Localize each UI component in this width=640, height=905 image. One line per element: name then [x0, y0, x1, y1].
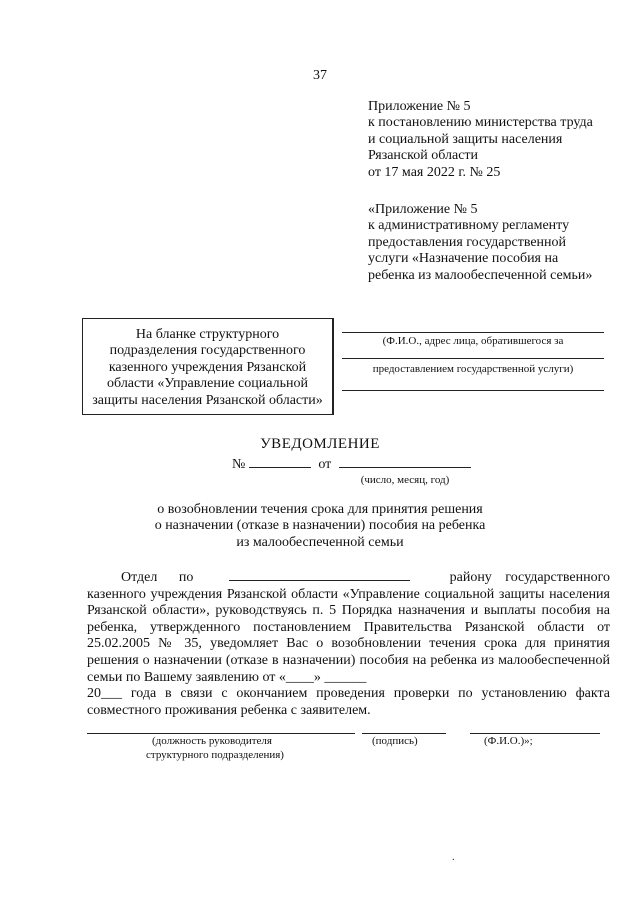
date-field — [339, 455, 471, 468]
letterhead-line: На бланке структурного — [135, 327, 280, 342]
name-label: (Ф.И.О.)»; — [484, 735, 533, 747]
signature-label: (подпись) — [372, 735, 418, 747]
subject-line: о назначении (отказе в назначении) пособия на ребенка — [154, 518, 486, 534]
recipient-box — [342, 318, 604, 415]
recipient-hint: (Ф.И.О., адрес лица, обратившегося за — [382, 335, 564, 347]
body-first-line — [87, 568, 610, 587]
appendix-line: «Приложение № 5 — [368, 202, 478, 217]
number-field — [249, 455, 311, 468]
letterhead-line: казенного учреждения Рязанской — [108, 359, 307, 375]
appendix-line: к административному регламенту — [368, 218, 570, 234]
date-hint: (число, месяц, год) — [360, 474, 450, 486]
appendix-line: Приложение № 5 — [368, 99, 471, 114]
appendix-line: Рязанской области — [368, 148, 479, 164]
body-department-label: Отдел по — [121, 570, 194, 585]
appendix-line: от 17 мая 2022 г. № 25 — [368, 164, 501, 180]
body-line1-end: району государственного — [449, 570, 610, 585]
appendix-line: и социальной защиты населения — [368, 131, 563, 147]
appendix-to-resolution — [368, 99, 618, 181]
number-date-line — [232, 455, 471, 473]
name-line — [470, 733, 600, 734]
number-label: № — [232, 457, 246, 472]
subject — [0, 502, 640, 551]
appendix-line: ребенка из малообеспеченной семьи» — [368, 267, 593, 283]
from-label: от — [318, 457, 332, 472]
notice-body — [87, 568, 610, 719]
subject-line: о возобновлении течения срока для принятия решения — [157, 502, 483, 517]
header-box — [82, 318, 612, 415]
page-number: 37 — [313, 68, 327, 83]
appendix-line: услуги «Назначение пособия на — [368, 251, 559, 267]
document-title: УВЕДОМЛЕНИЕ — [260, 436, 380, 452]
letterhead-line: подразделения государственного — [109, 343, 306, 359]
subject-line: из малообеспеченной семьи — [236, 534, 404, 550]
appendix-line: к постановлению министерства труда — [368, 115, 593, 131]
letterhead-line: защиты населения Рязанской области» — [92, 392, 323, 408]
signature-line — [362, 733, 446, 734]
position-label: структурного подразделения) — [146, 749, 284, 761]
recipient-hint: предоставлением государственной услуги) — [372, 363, 574, 375]
body-last-line: 20___ года в связи с окончанием проведения проверки по установлению факта совместного проживания ребенка с заявителем. — [87, 686, 610, 718]
letterhead-text — [89, 327, 326, 409]
appendix-line: предоставления государственной — [368, 234, 567, 250]
stray-mark: . — [452, 852, 455, 863]
district-field — [229, 568, 409, 581]
appendix-to-regulation — [368, 202, 618, 284]
position-label: (должность руководителя — [152, 735, 272, 747]
recipient-line — [342, 332, 604, 333]
letterhead-line: области «Управление социальной — [107, 376, 308, 392]
recipient-line — [342, 390, 604, 391]
body-paragraph: казенного учреждения Рязанской области «Управление социальной защиты населения Рязанской области», руководствуясь п. 5 Порядка назначения и выплаты пособия на ребенка, утвержденного постановлением Правительства Рязанской области от 25.02.2005 № 35, уведомляет Вас о возобновлении течения срока для принятия решения о назначении (отказе в назначении) пособия на ребенка из малообеспеченной семьи по Вашему заявлению от «____» ______ — [87, 586, 610, 685]
recipient-line — [342, 358, 604, 359]
letterhead-box — [82, 318, 334, 415]
position-line — [87, 733, 355, 734]
